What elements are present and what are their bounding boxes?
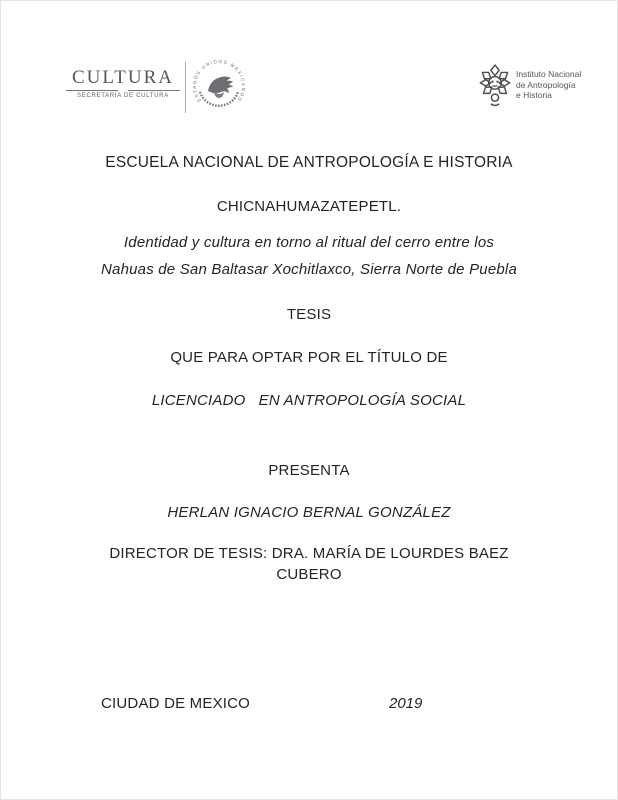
cultura-divider-right: [128, 90, 180, 91]
cultura-divider-lines: [66, 90, 180, 91]
city-label: CIUDAD DE MEXICO: [101, 695, 251, 712]
degree-name: LICENCIADO EN ANTROPOLOGÍA SOCIAL: [151, 392, 467, 409]
logo-separator-bar: [185, 62, 186, 113]
author-name: HERLAN IGNACIO BERNAL GONZÁLEZ: [167, 504, 451, 521]
tesis-label: TESIS: [286, 306, 332, 323]
thesis-title: CHICNAHUMAZATEPETL.: [216, 198, 402, 215]
thesis-subtitle-line2: Nahuas de San Baltasar Xochitlaxco, Sierra Norte de Puebla: [101, 261, 517, 278]
cultura-divider-left: [66, 90, 118, 91]
degree-intro: QUE PARA OPTAR POR EL TÍTULO DE: [170, 349, 448, 366]
thesis-subtitle-line1: Identidad y cultura en torno al ritual del cerro entre los: [123, 234, 495, 251]
inah-glyph-icon: [478, 63, 512, 107]
cultura-logo: [64, 68, 182, 99]
director-line2: CUBERO: [276, 566, 342, 583]
inah-logo-text: [516, 69, 581, 101]
school-name: ESCUELA NACIONAL DE ANTROPOLOGÍA E HISTORIA: [105, 154, 513, 171]
director-line1: DIRECTOR DE TESIS: DRA. MARÍA DE LOURDES BAEZ: [109, 545, 509, 562]
inah-logo: [478, 63, 581, 107]
cultura-wordmark: CULTURA: [72, 67, 174, 88]
inah-text-line2: de Antropología: [516, 79, 576, 90]
inah-text-line1: Instituto Nacional: [516, 69, 582, 80]
mexico-national-seal-icon: [191, 58, 247, 114]
seal-eagle-icon: [208, 77, 233, 94]
seal-ring-text: ESTADOS UNIDOS MEXICANOS: [191, 58, 247, 103]
presenta-label: PRESENTA: [268, 462, 350, 479]
inah-text-line3: e Historia: [516, 90, 552, 101]
cultura-subtitle: SECRETARÍA DE CULTURA: [77, 93, 169, 99]
year-label: 2019: [389, 695, 423, 712]
